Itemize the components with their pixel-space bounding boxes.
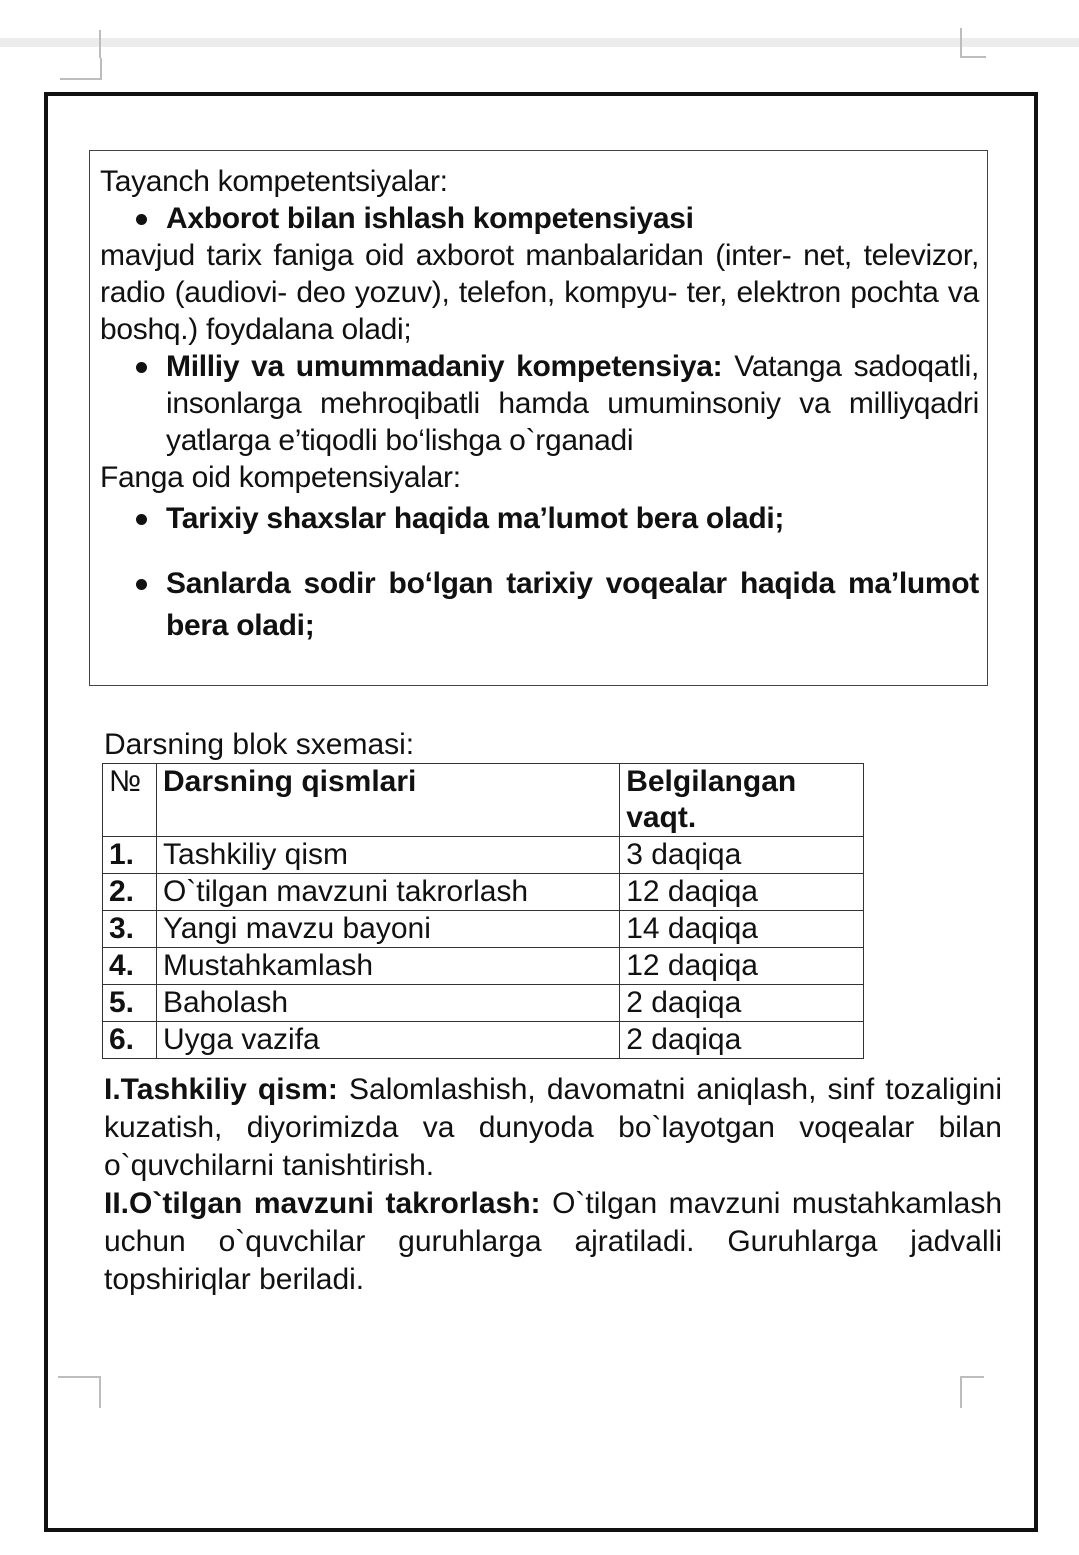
margin-corner-bottom-right-tick [960, 1376, 962, 1408]
margin-corner-bottom-left [58, 1376, 100, 1378]
competency-title: Axborot bilan ishlash kompetensiyasi [166, 202, 694, 235]
subject-competency-item [100, 563, 979, 647]
row-number: 1. [103, 837, 157, 874]
row-time: 12 daqiqa [620, 874, 864, 911]
row-part: Tashkiliy qism [156, 837, 619, 874]
table-row [103, 948, 864, 985]
row-time: 2 daqiqa [620, 1022, 864, 1059]
competency-text: Vatanga sadoqatli, insonlarga mehroqibatli hamda umuminsoniy va milliyqadri yatlarga e’tiqodli bo‘lishga o`rganadi [166, 350, 979, 457]
bullet-icon [136, 579, 147, 590]
subject-competency-text: Sanlarda sodir bo‘lgan tarixiy voqealar haqida ma’lumot bera oladi; [166, 567, 979, 642]
column-header-number: № [103, 764, 157, 837]
row-time: 3 daqiqa [620, 837, 864, 874]
margin-corner-top-left-tick [99, 30, 101, 58]
table-row [103, 874, 864, 911]
section-label: II.O`tilgan mavzuni takrorlash: [104, 1187, 541, 1220]
margin-corner-top-right-tick [960, 56, 986, 58]
subject-competency-item [100, 500, 979, 537]
row-time: 12 daqiqa [620, 948, 864, 985]
row-part: Yangi mavzu bayoni [156, 911, 619, 948]
row-number: 3. [103, 911, 157, 948]
bullet-icon [136, 514, 147, 525]
margin-corner-bottom-left-tick [99, 1376, 101, 1408]
row-part: O`tilgan mavzuni takrorlash [156, 874, 619, 911]
margin-corner-top-left [60, 58, 102, 80]
table-row [103, 1022, 864, 1059]
row-time: 14 daqiqa [620, 911, 864, 948]
competency-item [100, 200, 979, 237]
subject-competency-text: Tarixiy shaxslar haqida ma’lumot bera oladi; [166, 502, 785, 535]
lesson-scheme-table [102, 763, 864, 1059]
table-row [103, 985, 864, 1022]
table-row [103, 837, 864, 874]
section-review [104, 1185, 1002, 1299]
viewer-top-bar [0, 38, 1079, 47]
competency-text: mavjud tarix faniga oid axborot manbalaridan (inter- net, televizor, radio (audiovi- deo yozuv), telefon, kompyu- ter, elektron pochta va boshq.) foydalana oladi; [100, 239, 979, 346]
competencies-heading: Tayanch kompetentsiyalar: [100, 165, 448, 198]
block-scheme-title: Darsning blok sxemasi: [104, 728, 415, 761]
bullet-icon [136, 362, 147, 373]
competency-title: Milliy va umummadaniy kompetensiya: [166, 350, 723, 383]
section-label: I.Tashkiliy qism: [104, 1073, 338, 1106]
row-part: Mustahkamlash [156, 948, 619, 985]
section-text: O`tilgan mavzuni mustahkamlash uchun o`quvchilar guruhlarga ajratiladi. Guruhlarga jadvalli topshiriqlar beriladi. [104, 1187, 1003, 1296]
margin-corner-bottom-right [960, 1376, 984, 1378]
competencies-box [89, 150, 988, 686]
section-organizational [104, 1071, 1002, 1185]
bullet-icon [136, 214, 147, 225]
table-header-row [103, 764, 864, 837]
competency-item [100, 348, 979, 459]
column-header-time: Belgilangan vaqt. [620, 764, 864, 837]
row-number: 5. [103, 985, 157, 1022]
subject-competencies-heading: Fanga oid kompetensiyalar: [100, 461, 461, 494]
row-part: Baholash [156, 985, 619, 1022]
row-time: 2 daqiqa [620, 985, 864, 1022]
column-header-part: Darsning qismlari [156, 764, 619, 837]
section-text: Salomlashish, davomatni aniqlash, sinf tozaligini kuzatish, diyorimizda va dunyoda bo`layotgan voqealar bilan o`quvchilarni tanishtirish. [104, 1073, 1002, 1182]
table-row [103, 911, 864, 948]
row-number: 6. [103, 1022, 157, 1059]
row-number: 2. [103, 874, 157, 911]
margin-corner-top-right [960, 28, 962, 58]
row-number: 4. [103, 948, 157, 985]
row-part: Uyga vazifa [156, 1022, 619, 1059]
